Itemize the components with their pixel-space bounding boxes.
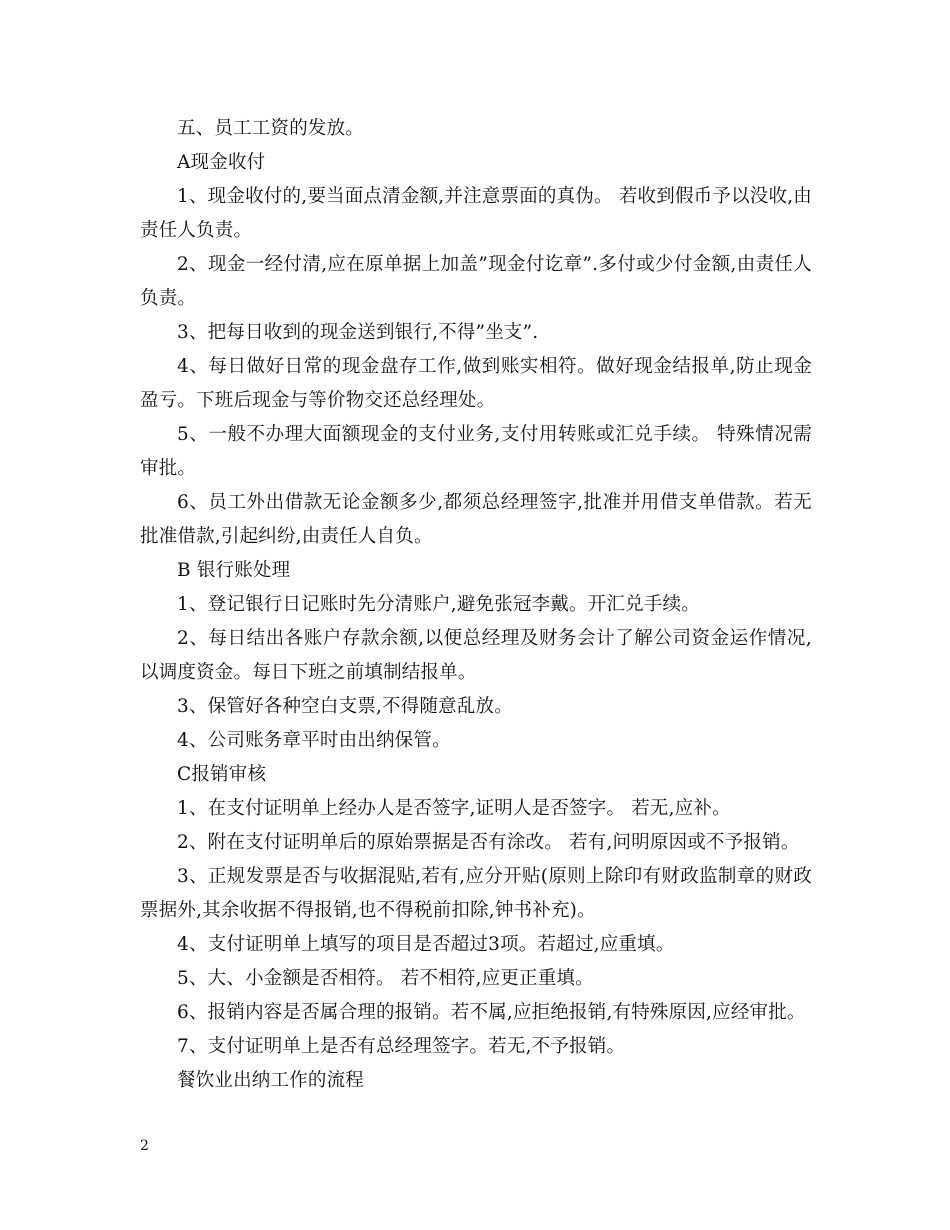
paragraph: 3、保管好各种空白支票,不得随意乱放。 — [177, 696, 513, 717]
paragraph: 6、员工外出借款无论金额多少,都须总经理签字,批准并用借支单借款。若无批准借款,引起纠纷,由责任人自负。 — [140, 492, 812, 547]
document-body — [140, 112, 812, 1098]
paragraph: 4、支付证明单上填写的项目是否超过3项。若超过,应重填。 — [177, 934, 675, 955]
subsection-heading-reimbursement: C报销审核 — [177, 764, 267, 785]
paragraph: 1、现金收付的,要当面点清金额,并注意票面的真伪。 若收到假币予以没收,由责任人负责。 — [140, 186, 812, 241]
paragraph: 7、支付证明单上是否有总经理签字。若无,不予报销。 — [177, 1036, 626, 1057]
paragraph: 4、公司账务章平时由出纳保管。 — [177, 730, 451, 751]
paragraph: 1、登记银行日记账时先分清账户,避免张冠李戴。开汇兑手续。 — [177, 594, 700, 615]
paragraph: 2、现金一经付清,应在原单据上加盖”现金付讫章”.多付或少付金额,由责任人负责。 — [140, 254, 812, 309]
paragraph: 3、正规发票是否与收据混贴,若有,应分开贴(原则上除印有财政监制章的财政票据外,其余收据不得报销,也不得税前扣除,钟书补充)。 — [140, 866, 812, 921]
page-number: 2 — [140, 1138, 149, 1154]
paragraph: 5、一般不办理大面额现金的支付业务,支付用转账或汇兑手续。 特殊情况需审批。 — [140, 424, 812, 479]
subsection-heading-bank: B 银行账处理 — [177, 560, 291, 581]
paragraph: 2、附在支付证明单后的原始票据是否有涂改。 若有,问明原因或不予报销。 — [177, 832, 800, 853]
paragraph: 1、在支付证明单上经办人是否签字,证明人是否签字。 若无,应补。 — [177, 798, 731, 819]
paragraph: 6、报销内容是否属合理的报销。若不属,应拒绝报销,有特殊原因,应经审批。 — [177, 1002, 806, 1023]
paragraph: 4、每日做好日常的现金盘存工作,做到账实相符。做好现金结报单,防止现金盈亏。下班后现金与等价物交还总经理处。 — [140, 356, 812, 411]
paragraph: 3、把每日收到的现金送到银行,不得”坐支”. — [177, 322, 539, 343]
paragraph: 2、每日结出各账户存款余额,以便总经理及财务会计了解公司资金运作情况,以调度资金。每日下班之前填制结报单。 — [140, 628, 812, 683]
subsection-heading-cash: A现金收付 — [177, 152, 266, 173]
paragraph: 5、大、小金额是否相符。 若不相符,应更正重填。 — [177, 968, 594, 989]
section-heading-catering-cashier: 餐饮业出纳工作的流程 — [177, 1070, 365, 1091]
section-heading-salary: 五、员工工资的发放。 — [177, 118, 365, 139]
